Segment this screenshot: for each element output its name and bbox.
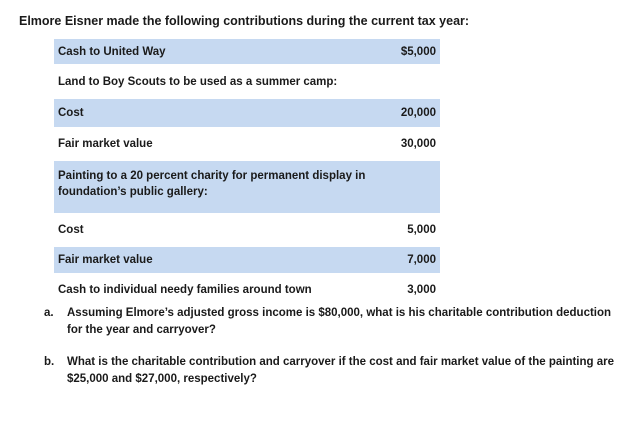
questions-list	[44, 305, 614, 403]
table-row	[54, 99, 440, 127]
row-label: Fair market value	[58, 254, 153, 266]
table-row	[54, 213, 440, 247]
row-label: Cash to United Way	[58, 45, 166, 58]
table-row	[54, 247, 440, 273]
row-value: 30,000	[400, 138, 436, 150]
row-value: 7,000	[407, 254, 436, 266]
table-row	[54, 161, 440, 213]
table-row	[54, 64, 440, 99]
question-text: Assuming Elmore’s adjusted gross income is $80,000, what is his charitable contribution deduction for the year and carryover?	[67, 307, 612, 336]
question-letter: a.	[44, 307, 54, 319]
table-row	[54, 127, 440, 161]
question-text: What is the charitable contribution and carryover if the cost and fair market value of the painting are $25,000 and $27,000, respectively?	[67, 356, 615, 385]
row-label: Cost	[58, 107, 84, 119]
contributions-table	[54, 39, 440, 307]
row-value: 5,000	[407, 224, 436, 236]
table-row	[54, 39, 440, 64]
row-value: 3,000	[407, 284, 436, 296]
row-value: 20,000	[400, 107, 436, 119]
row-label: Painting to a 20 percent charity for permanent display in foundation’s public gallery:	[58, 170, 366, 198]
row-label: Cost	[58, 224, 84, 236]
table-row	[54, 273, 440, 307]
row-label: Fair market value	[58, 138, 153, 150]
intro-text: Elmore Eisner made the following contributions during the current tax year:	[19, 14, 470, 28]
row-value: $5,000	[400, 45, 436, 58]
row-label: Land to Boy Scouts to be used as a summer camp:	[58, 75, 338, 88]
question-b	[44, 354, 614, 388]
question-letter: b.	[44, 356, 55, 368]
question-a	[44, 305, 614, 339]
row-label: Cash to individual needy families around town	[58, 284, 312, 296]
